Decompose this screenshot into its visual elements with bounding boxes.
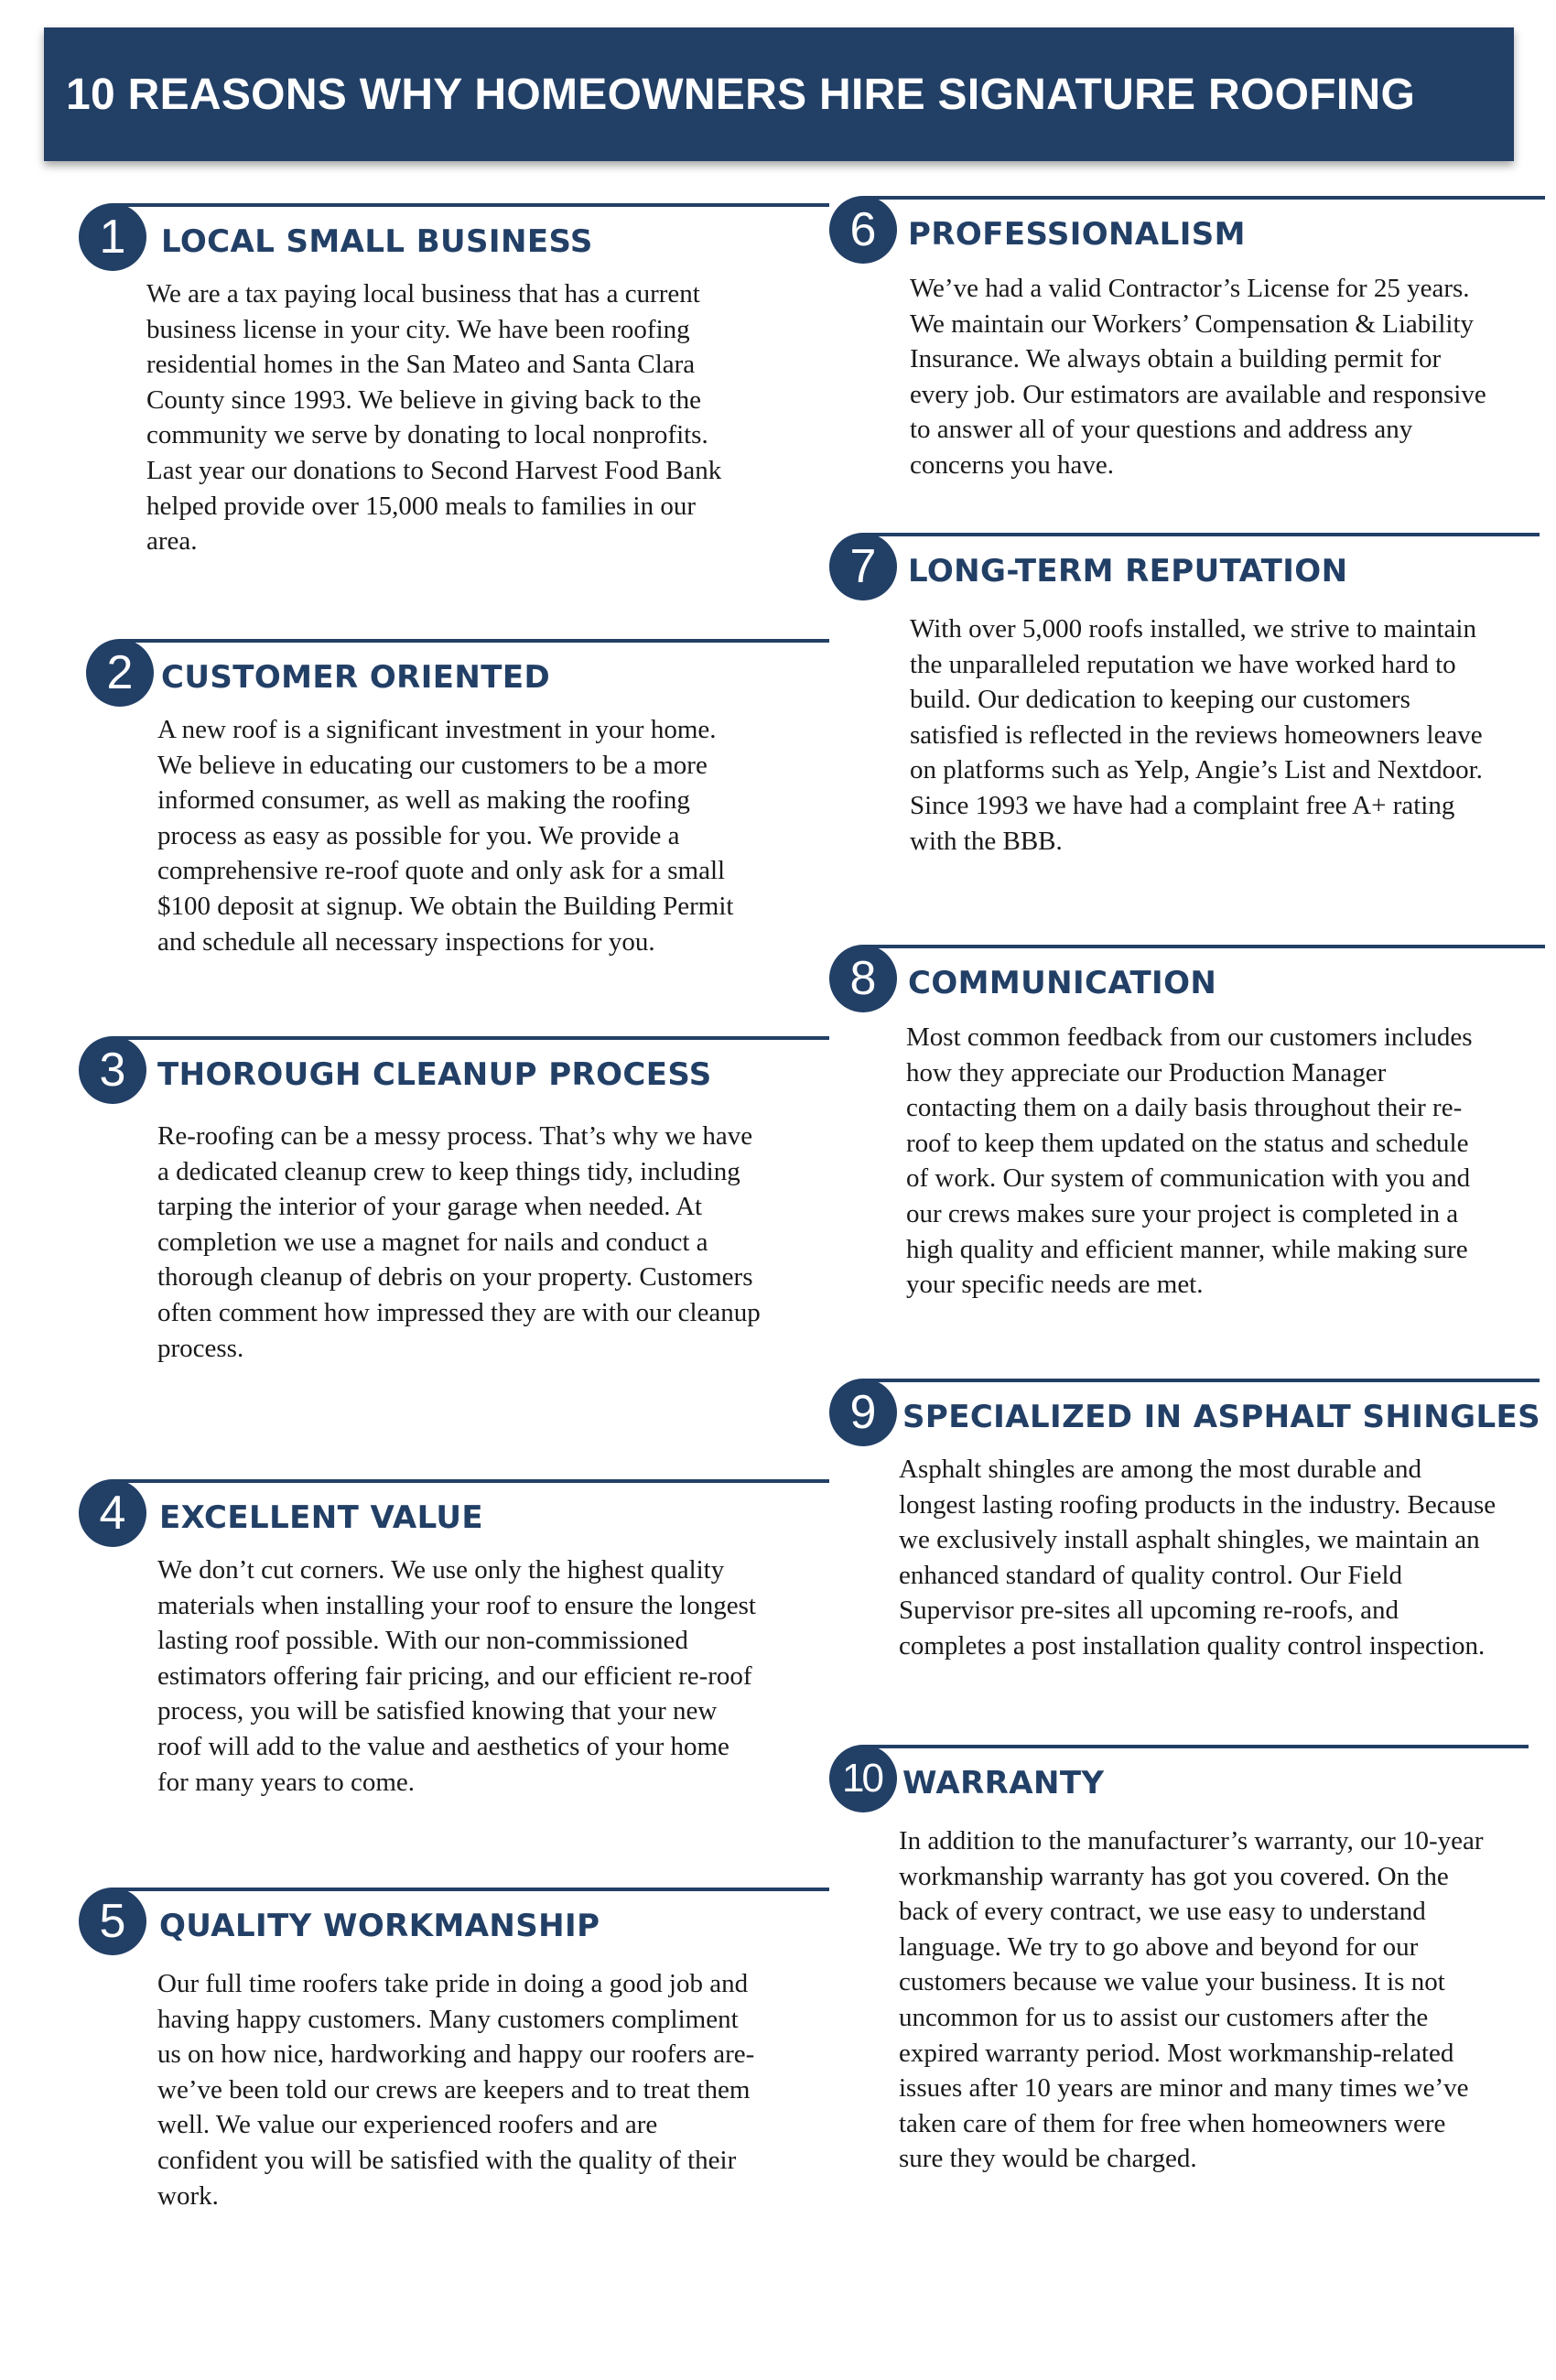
section-rule [862, 945, 1545, 948]
reason-number-badge: 8 [829, 945, 897, 1012]
page-title: 10 REASONS WHY HOMEOWNERS HIRE SIGNATURE ROOFING [66, 70, 1416, 119]
reason-body: We’ve had a valid Contractor’s License for 25 years. We maintain our Workers’ Compensation & Liability Insurance. We always obtain a building permit for every job. Our estimators are available and responsive to answer all of your questions and address any concerns you have. [910, 274, 1486, 480]
reason-heading: THOROUGH CLEANUP PROCESS [157, 1056, 712, 1093]
reason-body: With over 5,000 roofs installed, we strive to maintain the unparalleled reputation we have worked hard to build. Our dedication to keeping our customers satisfied is reflected in the reviews homeowners leave on platforms such as Yelp, Angie’s List and Nextdoor. Since 1993 we have had a complaint free A+ rating with the BBB. [910, 614, 1483, 856]
title-banner [44, 27, 1514, 161]
reason-body: In addition to the manufacturer’s warranty, our 10-year workmanship warranty has got you covered. On the back of every contract, we use easy to understand language. We try to go above and beyond for our customers because we value your business. It is not uncommon for us to assist our customers after the expired warranty period. Most workmanship-related issues after 10 years are minor and many times we’ve taken care of them for free when homeowners were sure they would be charged. [899, 1826, 1484, 2174]
section-rule [112, 1479, 829, 1483]
reason-heading: WARRANTY [902, 1765, 1105, 1801]
reason-number-badge: 2 [86, 639, 154, 707]
reason-number-badge: 3 [79, 1036, 146, 1104]
reason-number-badge: 10 [829, 1745, 897, 1812]
section-rule [862, 196, 1545, 200]
reason-heading: PROFESSIONALISM [908, 216, 1246, 253]
section-rule [112, 1036, 829, 1040]
reason-heading: LOCAL SMALL BUSINESS [161, 223, 593, 260]
reason-heading: EXCELLENT VALUE [159, 1499, 484, 1536]
section-rule [119, 639, 829, 643]
reason-body: Our full time roofers take pride in doing a good job and having happy customers. Many customers compliment us on how nice, hardworking and happy our roofers are- we’ve been told our crews are keepers and to treat them well. We value our experienced roofers and are confident you will be satisfied with the quality of their work. [157, 1969, 755, 2211]
reason-number-badge: 9 [829, 1379, 897, 1446]
reason-heading: COMMUNICATION [908, 965, 1217, 1001]
reason-number-badge: 1 [79, 203, 146, 271]
reason-body: We don’t cut corners. We use only the highest quality materials when installing your roof to ensure the longest lasting roof possible. With our non-commissioned estimators offering fair pricing, and our efficient re-roof process, you will be satisfied knowing that your new roof will add to the value and aesthetics of your home for many years to come. [157, 1555, 756, 1797]
section-rule [862, 1745, 1529, 1748]
reason-heading: CUSTOMER ORIENTED [161, 659, 551, 696]
reason-body: We are a tax paying local business that has a current business license in your city. We have been roofing residential homes in the San Mateo and Santa Clara County since 1993. We believe in giving back to the community we serve by donating to local nonprofits. Last year our donations to Second Harvest Food Bank helped provide over 15,000 meals to families in our area. [146, 279, 722, 557]
reason-number-badge: 7 [829, 533, 897, 600]
section-rule [112, 203, 829, 207]
section-rule [862, 533, 1540, 536]
reason-number-badge: 4 [79, 1479, 146, 1547]
reason-heading: SPECIALIZED IN ASPHALT SHINGLES [902, 1399, 1541, 1435]
reason-heading: QUALITY WORKMANSHIP [159, 1908, 600, 1944]
reason-body: Most common feedback from our customers includes how they appreciate our Production Manager contacting them on a daily basis throughout their re-roof to keep them updated on the status and schedule of work. Our system of communication with you and our crews makes sure your project is completed in a high quality and efficient manner, while making sure your specific needs are met. [906, 1022, 1473, 1300]
section-rule [862, 1379, 1540, 1382]
section-rule [112, 1888, 829, 1891]
reason-body: A new roof is a significant investment in your home. We believe in educating our customers to be a more informed consumer, as well as making the roofing process as easy as possible for you. We provide a comprehensive re-roof quote and only ask for a small $100 deposit at signup. We obtain the Building Permit and schedule all necessary inspections for you. [157, 715, 734, 957]
reason-number-badge: 6 [829, 196, 897, 264]
reason-body: Re-roofing can be a messy process. That’s why we have a dedicated cleanup crew to keep things tidy, including tarping the interior of your garage when needed. At completion we use a magnet for nails and conduct a thorough cleanup of debris on your property. Customers often comment how impressed they are with our cleanup process. [157, 1121, 761, 1363]
reason-heading: LONG-TERM REPUTATION [908, 553, 1348, 590]
reason-number-badge: 5 [79, 1888, 146, 1955]
reason-body: Asphalt shingles are among the most durable and longest lasting roofing products in the industry. Because we exclusively install asphalt shingles, we maintain an enhanced standard of quality control. Our Field Supervisor pre-sites all upcoming re-roofs, and completes a post installation quality control inspection. [899, 1455, 1497, 1661]
